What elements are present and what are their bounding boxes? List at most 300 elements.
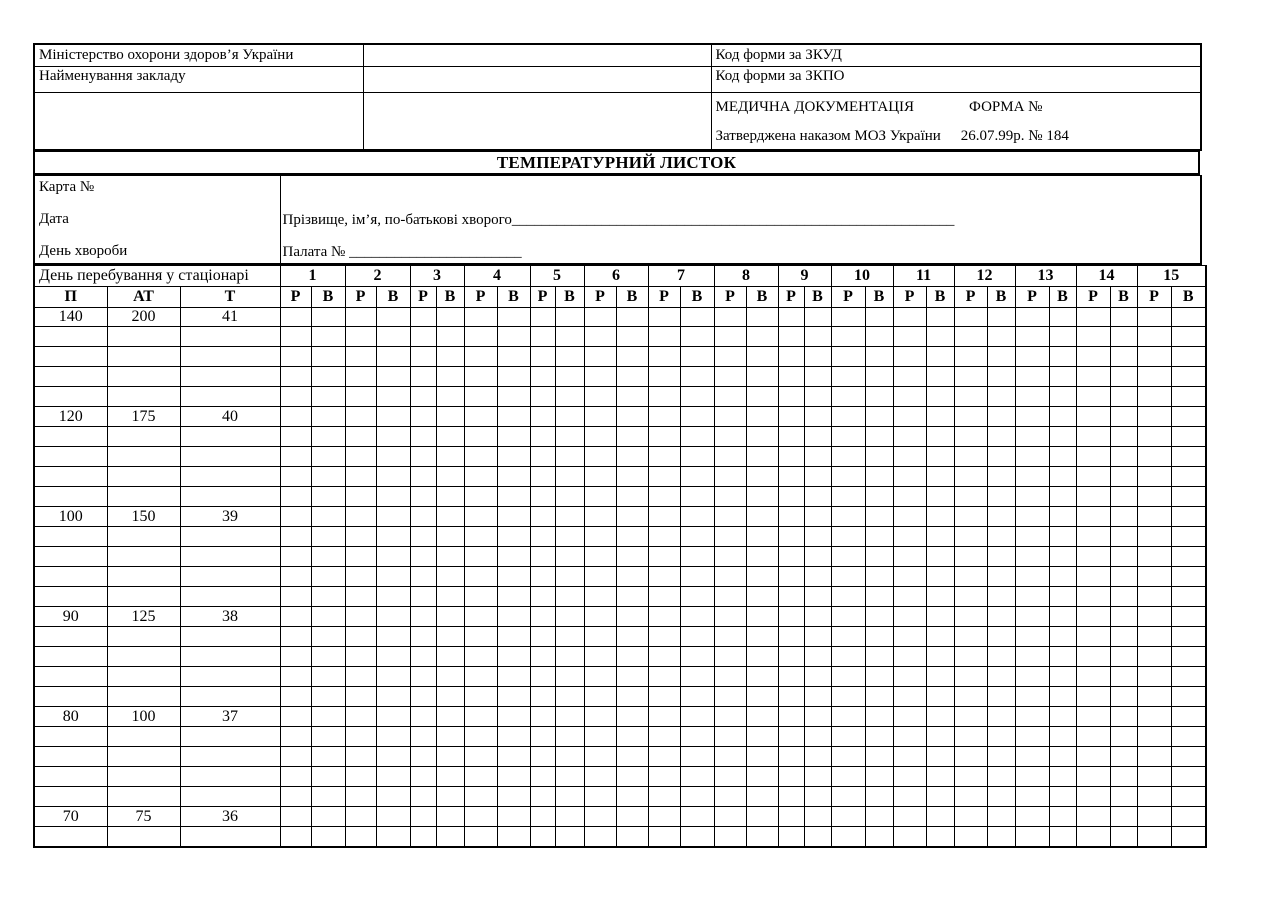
reading-cell[interactable] — [1049, 647, 1076, 667]
reading-cell[interactable] — [1110, 727, 1137, 747]
reading-cell[interactable] — [926, 827, 954, 847]
reading-cell[interactable] — [497, 547, 530, 567]
reading-cell[interactable] — [714, 427, 746, 447]
reading-cell[interactable] — [831, 387, 865, 407]
reading-cell[interactable] — [680, 547, 714, 567]
reading-cell[interactable] — [648, 547, 680, 567]
reading-cell[interactable] — [804, 387, 831, 407]
reading-cell[interactable] — [1137, 787, 1171, 807]
reading-cell[interactable] — [280, 567, 311, 587]
reading-cell[interactable] — [831, 827, 865, 847]
reading-cell[interactable] — [376, 387, 410, 407]
reading-cell[interactable] — [1171, 747, 1206, 767]
reading-cell[interactable] — [410, 308, 436, 327]
reading-cell[interactable] — [1076, 767, 1110, 787]
reading-cell[interactable] — [436, 387, 464, 407]
reading-cell[interactable] — [926, 487, 954, 507]
reading-cell[interactable] — [311, 627, 345, 647]
reading-cell[interactable] — [778, 407, 804, 427]
reading-cell[interactable] — [746, 427, 778, 447]
reading-cell[interactable] — [1171, 807, 1206, 827]
reading-cell[interactable] — [464, 587, 497, 607]
reading-cell[interactable] — [804, 467, 831, 487]
reading-cell[interactable] — [497, 667, 530, 687]
reading-cell[interactable] — [648, 567, 680, 587]
reading-cell[interactable] — [778, 507, 804, 527]
reading-cell[interactable] — [1137, 308, 1171, 327]
reading-cell[interactable] — [616, 647, 648, 667]
reading-cell[interactable] — [436, 747, 464, 767]
reading-cell[interactable] — [987, 347, 1015, 367]
reading-cell[interactable] — [987, 467, 1015, 487]
reading-cell[interactable] — [1171, 507, 1206, 527]
reading-cell[interactable] — [893, 327, 926, 347]
reading-cell[interactable] — [1171, 467, 1206, 487]
reading-cell[interactable] — [345, 327, 376, 347]
reading-cell[interactable] — [987, 707, 1015, 727]
reading-cell[interactable] — [436, 447, 464, 467]
reading-cell[interactable] — [865, 607, 893, 627]
reading-cell[interactable] — [410, 527, 436, 547]
reading-cell[interactable] — [311, 407, 345, 427]
reading-cell[interactable] — [1049, 387, 1076, 407]
reading-cell[interactable] — [410, 427, 436, 447]
reading-cell[interactable] — [804, 787, 831, 807]
reading-cell[interactable] — [831, 347, 865, 367]
reading-cell[interactable] — [345, 827, 376, 847]
reading-cell[interactable] — [464, 308, 497, 327]
reading-cell[interactable] — [1110, 507, 1137, 527]
reading-cell[interactable] — [804, 727, 831, 747]
reading-cell[interactable] — [530, 407, 555, 427]
reading-cell[interactable] — [893, 647, 926, 667]
reading-cell[interactable] — [1076, 487, 1110, 507]
reading-cell[interactable] — [1171, 407, 1206, 427]
reading-cell[interactable] — [648, 407, 680, 427]
reading-cell[interactable] — [410, 487, 436, 507]
reading-cell[interactable] — [804, 527, 831, 547]
reading-cell[interactable] — [1110, 687, 1137, 707]
reading-cell[interactable] — [497, 467, 530, 487]
reading-cell[interactable] — [555, 667, 584, 687]
reading-cell[interactable] — [1110, 367, 1137, 387]
reading-cell[interactable] — [1110, 487, 1137, 507]
reading-cell[interactable] — [530, 667, 555, 687]
reading-cell[interactable] — [436, 647, 464, 667]
reading-cell[interactable] — [865, 707, 893, 727]
reading-cell[interactable] — [376, 767, 410, 787]
reading-cell[interactable] — [497, 327, 530, 347]
reading-cell[interactable] — [648, 827, 680, 847]
reading-cell[interactable] — [616, 467, 648, 487]
reading-cell[interactable] — [311, 308, 345, 327]
reading-cell[interactable] — [436, 547, 464, 567]
reading-cell[interactable] — [410, 687, 436, 707]
reading-cell[interactable] — [464, 447, 497, 467]
reading-cell[interactable] — [497, 607, 530, 627]
reading-cell[interactable] — [280, 727, 311, 747]
reading-cell[interactable] — [1137, 547, 1171, 567]
reading-cell[interactable] — [1110, 827, 1137, 847]
reading-cell[interactable] — [1015, 827, 1049, 847]
reading-cell[interactable] — [410, 767, 436, 787]
reading-cell[interactable] — [680, 367, 714, 387]
reading-cell[interactable] — [616, 727, 648, 747]
reading-cell[interactable] — [311, 547, 345, 567]
reading-cell[interactable] — [555, 327, 584, 347]
reading-cell[interactable] — [530, 787, 555, 807]
reading-cell[interactable] — [616, 487, 648, 507]
reading-cell[interactable] — [714, 347, 746, 367]
reading-cell[interactable] — [464, 367, 497, 387]
reading-cell[interactable] — [926, 507, 954, 527]
reading-cell[interactable] — [987, 427, 1015, 447]
reading-cell[interactable] — [1137, 487, 1171, 507]
reading-cell[interactable] — [555, 427, 584, 447]
reading-cell[interactable] — [778, 347, 804, 367]
reading-cell[interactable] — [280, 787, 311, 807]
reading-cell[interactable] — [311, 587, 345, 607]
reading-cell[interactable] — [987, 507, 1015, 527]
reading-cell[interactable] — [464, 647, 497, 667]
reading-cell[interactable] — [1137, 807, 1171, 827]
reading-cell[interactable] — [865, 727, 893, 747]
reading-cell[interactable] — [1015, 667, 1049, 687]
reading-cell[interactable] — [831, 767, 865, 787]
reading-cell[interactable] — [1171, 767, 1206, 787]
reading-cell[interactable] — [280, 347, 311, 367]
reading-cell[interactable] — [616, 327, 648, 347]
reading-cell[interactable] — [954, 707, 987, 727]
reading-cell[interactable] — [680, 527, 714, 547]
reading-cell[interactable] — [680, 607, 714, 627]
reading-cell[interactable] — [555, 347, 584, 367]
reading-cell[interactable] — [926, 647, 954, 667]
reading-cell[interactable] — [926, 667, 954, 687]
reading-cell[interactable] — [497, 707, 530, 727]
reading-cell[interactable] — [280, 308, 311, 327]
reading-cell[interactable] — [831, 587, 865, 607]
reading-cell[interactable] — [680, 787, 714, 807]
reading-cell[interactable] — [926, 567, 954, 587]
reading-cell[interactable] — [410, 327, 436, 347]
reading-cell[interactable] — [376, 627, 410, 647]
reading-cell[interactable] — [280, 527, 311, 547]
reading-cell[interactable] — [345, 427, 376, 447]
reading-cell[interactable] — [436, 527, 464, 547]
reading-cell[interactable] — [616, 527, 648, 547]
reading-cell[interactable] — [714, 787, 746, 807]
reading-cell[interactable] — [954, 487, 987, 507]
reading-cell[interactable] — [746, 607, 778, 627]
reading-cell[interactable] — [1076, 507, 1110, 527]
reading-cell[interactable] — [926, 707, 954, 727]
reading-cell[interactable] — [345, 647, 376, 667]
reading-cell[interactable] — [1076, 667, 1110, 687]
reading-cell[interactable] — [1015, 447, 1049, 467]
reading-cell[interactable] — [345, 587, 376, 607]
reading-cell[interactable] — [584, 747, 616, 767]
reading-cell[interactable] — [311, 827, 345, 847]
reading-cell[interactable] — [1076, 727, 1110, 747]
reading-cell[interactable] — [1049, 827, 1076, 847]
reading-cell[interactable] — [926, 747, 954, 767]
reading-cell[interactable] — [436, 727, 464, 747]
reading-cell[interactable] — [778, 387, 804, 407]
reading-cell[interactable] — [1049, 487, 1076, 507]
reading-cell[interactable] — [497, 427, 530, 447]
reading-cell[interactable] — [893, 427, 926, 447]
reading-cell[interactable] — [555, 467, 584, 487]
reading-cell[interactable] — [345, 767, 376, 787]
reading-cell[interactable] — [1076, 707, 1110, 727]
reading-cell[interactable] — [680, 567, 714, 587]
reading-cell[interactable] — [1049, 347, 1076, 367]
reading-cell[interactable] — [1049, 767, 1076, 787]
reading-cell[interactable] — [1137, 327, 1171, 347]
reading-cell[interactable] — [464, 827, 497, 847]
reading-cell[interactable] — [680, 487, 714, 507]
reading-cell[interactable] — [746, 367, 778, 387]
reading-cell[interactable] — [1137, 667, 1171, 687]
reading-cell[interactable] — [464, 727, 497, 747]
reading-cell[interactable] — [714, 507, 746, 527]
reading-cell[interactable] — [376, 547, 410, 567]
reading-cell[interactable] — [616, 827, 648, 847]
reading-cell[interactable] — [436, 407, 464, 427]
reading-cell[interactable] — [410, 727, 436, 747]
reading-cell[interactable] — [530, 347, 555, 367]
reading-cell[interactable] — [1171, 687, 1206, 707]
reading-cell[interactable] — [1049, 747, 1076, 767]
reading-cell[interactable] — [311, 667, 345, 687]
reading-cell[interactable] — [376, 467, 410, 487]
reading-cell[interactable] — [1137, 407, 1171, 427]
reading-cell[interactable] — [865, 787, 893, 807]
reading-cell[interactable] — [311, 447, 345, 467]
reading-cell[interactable] — [778, 367, 804, 387]
reading-cell[interactable] — [376, 607, 410, 627]
reading-cell[interactable] — [987, 387, 1015, 407]
reading-cell[interactable] — [616, 427, 648, 447]
reading-cell[interactable] — [831, 467, 865, 487]
reading-cell[interactable] — [1110, 787, 1137, 807]
reading-cell[interactable] — [926, 727, 954, 747]
reading-cell[interactable] — [648, 527, 680, 547]
reading-cell[interactable] — [464, 687, 497, 707]
reading-cell[interactable] — [714, 607, 746, 627]
reading-cell[interactable] — [1137, 427, 1171, 447]
reading-cell[interactable] — [345, 747, 376, 767]
reading-cell[interactable] — [497, 727, 530, 747]
reading-cell[interactable] — [778, 627, 804, 647]
reading-cell[interactable] — [714, 767, 746, 787]
reading-cell[interactable] — [555, 308, 584, 327]
reading-cell[interactable] — [311, 487, 345, 507]
reading-cell[interactable] — [555, 547, 584, 567]
reading-cell[interactable] — [1076, 587, 1110, 607]
reading-cell[interactable] — [311, 687, 345, 707]
reading-cell[interactable] — [954, 387, 987, 407]
reading-cell[interactable] — [680, 827, 714, 847]
reading-cell[interactable] — [1015, 787, 1049, 807]
reading-cell[interactable] — [1110, 627, 1137, 647]
reading-cell[interactable] — [1049, 607, 1076, 627]
reading-cell[interactable] — [648, 667, 680, 687]
reading-cell[interactable] — [555, 767, 584, 787]
reading-cell[interactable] — [584, 327, 616, 347]
reading-cell[interactable] — [926, 807, 954, 827]
reading-cell[interactable] — [584, 767, 616, 787]
reading-cell[interactable] — [954, 687, 987, 707]
reading-cell[interactable] — [1015, 587, 1049, 607]
reading-cell[interactable] — [1137, 647, 1171, 667]
reading-cell[interactable] — [778, 467, 804, 487]
reading-cell[interactable] — [555, 647, 584, 667]
reading-cell[interactable] — [616, 747, 648, 767]
reading-cell[interactable] — [954, 327, 987, 347]
reading-cell[interactable] — [584, 667, 616, 687]
reading-cell[interactable] — [376, 427, 410, 447]
reading-cell[interactable] — [584, 547, 616, 567]
reading-cell[interactable] — [1049, 667, 1076, 687]
reading-cell[interactable] — [280, 647, 311, 667]
reading-cell[interactable] — [865, 427, 893, 447]
reading-cell[interactable] — [1171, 347, 1206, 367]
reading-cell[interactable] — [893, 627, 926, 647]
reading-cell[interactable] — [778, 327, 804, 347]
reading-cell[interactable] — [584, 367, 616, 387]
reading-cell[interactable] — [497, 387, 530, 407]
reading-cell[interactable] — [746, 527, 778, 547]
reading-cell[interactable] — [714, 308, 746, 327]
reading-cell[interactable] — [865, 308, 893, 327]
reading-cell[interactable] — [584, 387, 616, 407]
reading-cell[interactable] — [345, 727, 376, 747]
reading-cell[interactable] — [584, 727, 616, 747]
reading-cell[interactable] — [530, 527, 555, 547]
reading-cell[interactable] — [311, 647, 345, 667]
reading-cell[interactable] — [1137, 567, 1171, 587]
reading-cell[interactable] — [584, 647, 616, 667]
reading-cell[interactable] — [311, 387, 345, 407]
reading-cell[interactable] — [987, 607, 1015, 627]
reading-cell[interactable] — [987, 407, 1015, 427]
reading-cell[interactable] — [530, 547, 555, 567]
reading-cell[interactable] — [954, 347, 987, 367]
reading-cell[interactable] — [746, 667, 778, 687]
reading-cell[interactable] — [831, 807, 865, 827]
reading-cell[interactable] — [1015, 327, 1049, 347]
reading-cell[interactable] — [616, 667, 648, 687]
reading-cell[interactable] — [746, 467, 778, 487]
reading-cell[interactable] — [376, 567, 410, 587]
reading-cell[interactable] — [464, 807, 497, 827]
reading-cell[interactable] — [648, 647, 680, 667]
reading-cell[interactable] — [345, 387, 376, 407]
reading-cell[interactable] — [926, 527, 954, 547]
reading-cell[interactable] — [987, 367, 1015, 387]
reading-cell[interactable] — [804, 807, 831, 827]
reading-cell[interactable] — [714, 447, 746, 467]
reading-cell[interactable] — [584, 827, 616, 847]
reading-cell[interactable] — [616, 567, 648, 587]
reading-cell[interactable] — [648, 487, 680, 507]
reading-cell[interactable] — [804, 407, 831, 427]
reading-cell[interactable] — [555, 627, 584, 647]
reading-cell[interactable] — [497, 587, 530, 607]
reading-cell[interactable] — [1110, 807, 1137, 827]
reading-cell[interactable] — [530, 687, 555, 707]
reading-cell[interactable] — [1076, 827, 1110, 847]
reading-cell[interactable] — [1015, 547, 1049, 567]
reading-cell[interactable] — [778, 747, 804, 767]
reading-cell[interactable] — [410, 507, 436, 527]
reading-cell[interactable] — [376, 827, 410, 847]
reading-cell[interactable] — [345, 667, 376, 687]
reading-cell[interactable] — [804, 667, 831, 687]
reading-cell[interactable] — [436, 467, 464, 487]
reading-cell[interactable] — [987, 547, 1015, 567]
reading-cell[interactable] — [831, 607, 865, 627]
reading-cell[interactable] — [804, 367, 831, 387]
reading-cell[interactable] — [1171, 787, 1206, 807]
reading-cell[interactable] — [376, 787, 410, 807]
reading-cell[interactable] — [648, 627, 680, 647]
reading-cell[interactable] — [345, 607, 376, 627]
reading-cell[interactable] — [648, 607, 680, 627]
reading-cell[interactable] — [1171, 308, 1206, 327]
reading-cell[interactable] — [954, 527, 987, 547]
reading-cell[interactable] — [345, 467, 376, 487]
reading-cell[interactable] — [1076, 647, 1110, 667]
reading-cell[interactable] — [804, 567, 831, 587]
reading-cell[interactable] — [555, 387, 584, 407]
reading-cell[interactable] — [680, 767, 714, 787]
reading-cell[interactable] — [1015, 507, 1049, 527]
reading-cell[interactable] — [1110, 547, 1137, 567]
reading-cell[interactable] — [865, 327, 893, 347]
reading-cell[interactable] — [926, 467, 954, 487]
reading-cell[interactable] — [893, 787, 926, 807]
reading-cell[interactable] — [584, 427, 616, 447]
reading-cell[interactable] — [464, 407, 497, 427]
reading-cell[interactable] — [1171, 667, 1206, 687]
reading-cell[interactable] — [530, 727, 555, 747]
reading-cell[interactable] — [987, 747, 1015, 767]
reading-cell[interactable] — [436, 367, 464, 387]
reading-cell[interactable] — [345, 507, 376, 527]
reading-cell[interactable] — [746, 627, 778, 647]
reading-cell[interactable] — [410, 667, 436, 687]
reading-cell[interactable] — [1137, 627, 1171, 647]
reading-cell[interactable] — [714, 587, 746, 607]
reading-cell[interactable] — [497, 347, 530, 367]
reading-cell[interactable] — [497, 747, 530, 767]
reading-cell[interactable] — [497, 787, 530, 807]
reading-cell[interactable] — [555, 787, 584, 807]
reading-cell[interactable] — [778, 647, 804, 667]
reading-cell[interactable] — [376, 747, 410, 767]
reading-cell[interactable] — [345, 347, 376, 367]
reading-cell[interactable] — [804, 547, 831, 567]
reading-cell[interactable] — [831, 667, 865, 687]
reading-cell[interactable] — [280, 767, 311, 787]
reading-cell[interactable] — [1076, 407, 1110, 427]
reading-cell[interactable] — [280, 827, 311, 847]
reading-cell[interactable] — [345, 687, 376, 707]
reading-cell[interactable] — [926, 327, 954, 347]
